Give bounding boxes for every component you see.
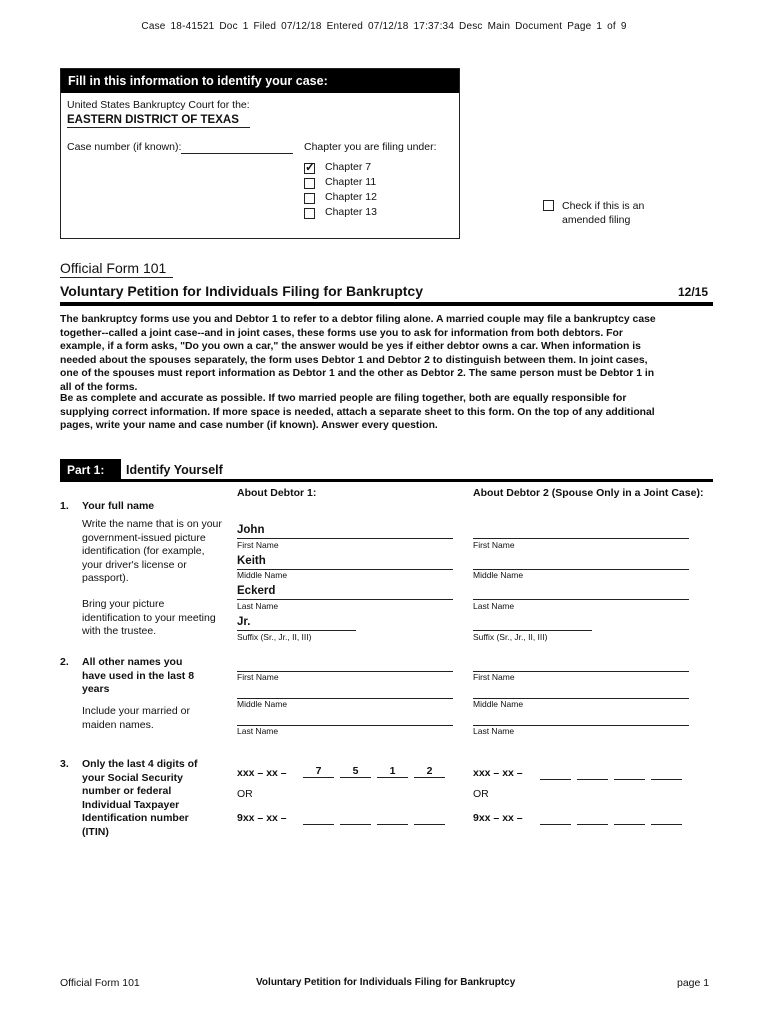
debtor-2-ssn-digit-2[interactable] (577, 767, 608, 780)
chapter-12-label: Chapter 12 (325, 191, 377, 203)
debtor-2-itin-prefix: 9xx – xx – (473, 812, 523, 824)
debtor-2-itin-digit-3[interactable] (614, 812, 645, 825)
debtor-1-other-first-field[interactable] (237, 659, 453, 672)
debtor-1-ssn-digit-4[interactable]: 2 (414, 765, 445, 778)
chapter-7-label: Chapter 7 (325, 161, 372, 173)
debtor-1-itin-prefix: 9xx – xx – (237, 812, 287, 824)
debtor-1-other-last-caption: Last Name (237, 726, 279, 736)
footer-form-title: Voluntary Petition for Individuals Filing for Bankruptcy (256, 977, 516, 988)
debtor-2-ssn-prefix: xxx – xx – (473, 767, 523, 779)
debtor-2-other-last-field[interactable] (473, 713, 689, 726)
title-rule (60, 302, 713, 306)
debtor-1-column-heading: About Debtor 1: (237, 487, 317, 499)
debtor-1-itin-digit-2[interactable] (340, 812, 371, 825)
debtor-1-middle-name[interactable]: Keith (237, 555, 266, 567)
debtor-1-itin-digit-4[interactable] (414, 812, 445, 825)
q1-help-2: Bring your picture identification to your meeting with the trustee. (82, 598, 216, 637)
q3-title: Only the last 4 digits of your Social Security number or federal Individual Taxpayer Identification number (ITIN) (82, 758, 198, 838)
debtor-1-other-middle-caption: Middle Name (237, 699, 288, 709)
amended-label-1: Check if this is an (562, 200, 645, 212)
chapter-13-label: Chapter 13 (325, 206, 377, 218)
debtor-1-other-first-caption: First Name (237, 672, 279, 682)
q1-help-1: Write the name that is on your government-issued picture identification (for example, your driver's license or passport). (82, 518, 222, 584)
chapter-11-checkbox[interactable] (304, 178, 315, 189)
debtor-1-last-name-caption: Last Name (237, 601, 279, 611)
q3-number: 3. (60, 758, 69, 770)
debtor-1-first-name-caption: First Name (237, 540, 279, 550)
debtor-1-other-middle-field[interactable] (237, 686, 453, 699)
form-version: 12/15 (678, 285, 709, 299)
debtor-1-ssn-digit-1[interactable]: 7 (303, 765, 334, 778)
footer-form-name: Official Form 101 (60, 977, 140, 989)
debtor-1-itin-digit-1[interactable] (303, 812, 334, 825)
intro-paragraph-2: Be as complete and accurate as possible. If two married people are filing together, both are equally responsible for supplying correct information. If more space is needed, attach a separate sheet to this form. On the top of any additional pages, write your name and case number (if known). Answer every question. (60, 393, 655, 431)
amended-checkbox[interactable] (543, 200, 554, 211)
debtor-2-other-first-field[interactable] (473, 659, 689, 672)
intro-paragraph-1: The bankruptcy forms use you and Debtor 1 to refer to a debtor filing alone. A married couple may file a bankruptcy case together--called a joint case--and in joint cases, these forms use you to ask for information from both debtors. For example, if a form asks, "Do you own a car," the answer would be yes if either debtor owns a car. When information is needed about the spouses separately, the form uses Debtor 1 and Debtor 2 to distinguish between them. In joint cases, one of the spouses must report information as Debtor 1 and the other as Debtor 2. The same person must be Debtor 1 in all of the forms. (60, 314, 656, 393)
q1-number: 1. (60, 500, 69, 512)
q2-number: 2. (60, 656, 69, 668)
part-1-title: Identify Yourself (126, 463, 223, 477)
debtor-2-middle-name-caption: Middle Name (473, 570, 524, 580)
debtor-1-ssn-prefix: xxx – xx – (237, 767, 287, 779)
form-name-underline (60, 277, 173, 278)
debtor-2-middle-name-field[interactable] (473, 557, 689, 570)
debtor-1-last-name[interactable]: Eckerd (237, 585, 276, 597)
part-1-rule (60, 479, 713, 482)
debtor-1-first-name-line (237, 538, 453, 539)
debtor-1-ssn-digit-3[interactable]: 1 (377, 765, 408, 778)
case-header: Case 18-41521 Doc 1 Filed 07/12/18 Entered 07/12/18 17:37:34 Desc Main Document Page 1 of 9 (141, 21, 627, 32)
chapter-13-checkbox[interactable] (304, 208, 315, 219)
footer-page-number: page 1 (677, 977, 710, 989)
debtor-2-itin-digit-2[interactable] (577, 812, 608, 825)
debtor-2-or: OR (473, 788, 489, 800)
amended-label-2: amended filing (562, 214, 631, 226)
q2-title: All other names you have used in the last 8 years (82, 656, 195, 695)
debtor-1-suffix-caption: Suffix (Sr., Jr., II, III) (237, 632, 312, 642)
debtor-2-suffix-field[interactable] (473, 618, 592, 631)
debtor-1-last-name-line (237, 599, 453, 600)
debtor-2-ssn-digit-1[interactable] (540, 767, 571, 780)
debtor-2-first-name-caption: First Name (473, 540, 515, 550)
q2-help: Include your married or maiden names. (82, 705, 190, 731)
chapter-11-label: Chapter 11 (325, 176, 377, 188)
debtor-2-ssn-digit-3[interactable] (614, 767, 645, 780)
case-number-field[interactable] (181, 141, 293, 154)
debtor-1-suffix-line (237, 630, 356, 631)
debtor-2-ssn-digit-4[interactable] (651, 767, 682, 780)
chapter-12-checkbox[interactable] (304, 193, 315, 204)
chapter-label: Chapter you are filing under: (304, 141, 437, 153)
debtor-1-ssn-digit-2[interactable]: 5 (340, 765, 371, 778)
debtor-1-suffix[interactable]: Jr. (237, 616, 251, 628)
debtor-2-last-name-field[interactable] (473, 587, 689, 600)
debtor-1-other-last-field[interactable] (237, 713, 453, 726)
debtor-2-itin-digit-4[interactable] (651, 812, 682, 825)
case-number-label: Case number (if known): (67, 141, 182, 153)
debtor-2-column-heading: About Debtor 2 (Spouse Only in a Joint Case): (473, 487, 704, 499)
debtor-2-other-middle-caption: Middle Name (473, 699, 524, 709)
q1-title: Your full name (82, 500, 155, 512)
part-1-label: Part 1: (60, 459, 121, 481)
debtor-2-first-name-field[interactable] (473, 526, 689, 539)
debtor-2-other-first-caption: First Name (473, 672, 515, 682)
form-name: Official Form 101 (60, 260, 167, 276)
debtor-2-itin-digit-1[interactable] (540, 812, 571, 825)
debtor-2-other-middle-field[interactable] (473, 686, 689, 699)
form-title: Voluntary Petition for Individuals Filing for Bankruptcy (60, 283, 423, 299)
chapter-7-checkbox[interactable] (304, 163, 315, 174)
debtor-2-other-last-caption: Last Name (473, 726, 515, 736)
debtor-2-last-name-caption: Last Name (473, 601, 515, 611)
debtor-1-or: OR (237, 788, 253, 800)
debtor-1-itin-digit-3[interactable] (377, 812, 408, 825)
debtor-1-first-name[interactable]: John (237, 524, 265, 536)
debtor-1-middle-name-caption: Middle Name (237, 570, 288, 580)
court-label: United States Bankruptcy Court for the: (67, 99, 250, 111)
identify-case-heading: Fill in this information to identify your case: (61, 69, 459, 93)
court-value[interactable]: EASTERN DISTRICT OF TEXAS (67, 114, 250, 128)
debtor-2-suffix-caption: Suffix (Sr., Jr., II, III) (473, 632, 548, 642)
